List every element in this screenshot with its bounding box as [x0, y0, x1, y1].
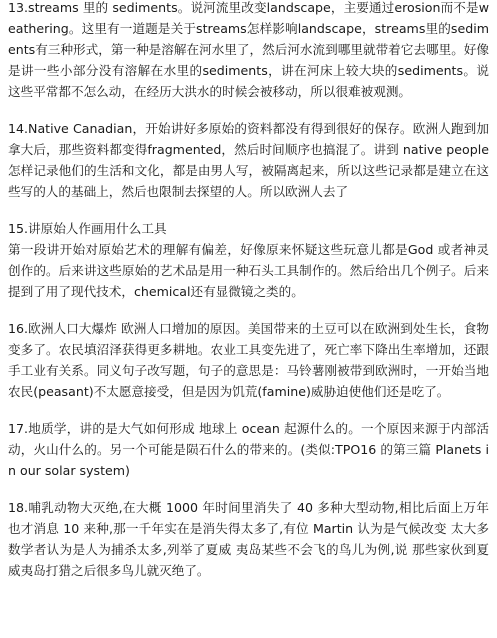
paragraph-spacer — [8, 202, 489, 218]
note-13-paragraph: 13.streams 里的 sediments。说河流里改变landscape，主要通过erosion而不是weathering。这里有一道题是关于streams怎样影响landscape，streams里的sediments有三种形式，第一种是溶解在河水里了，然后河水流到哪里就带着它去哪里。好像是讲一些小部分没有溶解在水里的sediments，讲在河床上较大块的sediments。说这些平常都不怎么动，在经历大洪水的时候会被移动，所以很难被观测。 — [8, 0, 489, 99]
note-16-paragraph: 16.欧洲人口大爆炸 欧洲人口增加的原因。美国带来的土豆可以在欧洲到处生长，食物变多了。农民填沼泽获得更多耕地。农业工具变先进了，死亡率下降出生率增加，还跟手工业有关系。同义句子改写题，句子的意思是：马铃薯刚被带到欧洲时，一开始当地农民(peasant)不太愿意接受，但是因为饥荒(famine)威胁迫使他们还是吃了。 — [8, 321, 489, 399]
note-18-paragraph: 18.哺乳动物大灭绝,在大概 1000 年时间里消失了 40 多种大型动物,相比后面上万年 也才消息 10 来种,那一千年实在是消失得太多了,有位 Martin 认为是气候改变 太大多数学者认为是人为捕杀太多,列举了夏威 夷岛某些不会飞的鸟儿为例,说 那些家伙到夏威夷岛打猎之后很多鸟儿就灭绝了。 — [8, 500, 489, 578]
note-17-paragraph: 17.地质学，讲的是大气如何形成 地球上 ocean 起源什么的。一个原因来源于内部活动，火山什么的。另一个可能是陨石什么的带来的。(类似:TPO16 的第三篇 Planets in our solar system) — [8, 421, 489, 478]
note-15-paragraph: 15.讲原始人作画用什么工具 第一段讲开始对原始艺术的理解有偏差，好像原来怀疑这些玩意儿都是God 或者神灵创作的。后来讲这些原始的艺术品是用一种石头工具制作的。然后给出几个例子。后来提到了用了现代技术，chemical还有显微镜之类的。 — [8, 221, 489, 299]
paragraph-spacer — [8, 102, 489, 118]
note-14-paragraph: 14.Native Canadian，开始讲好多原始的资料都没有得到很好的保存。欧洲人跑到加拿大后，那些资料都变得fragmented，然后时间顺序也搞混了。讲到 native people 怎样记录他们的生活和文化，都是由男人写，被隔离起来，所以这些记录都是建立在这些写的人的基础上，然后也限制去探望的人。所以欧洲人去了 — [8, 121, 489, 199]
notes-page — [8, 0, 489, 581]
paragraph-spacer — [8, 302, 489, 318]
paragraph-spacer — [8, 402, 489, 418]
paragraph-spacer — [8, 481, 489, 497]
